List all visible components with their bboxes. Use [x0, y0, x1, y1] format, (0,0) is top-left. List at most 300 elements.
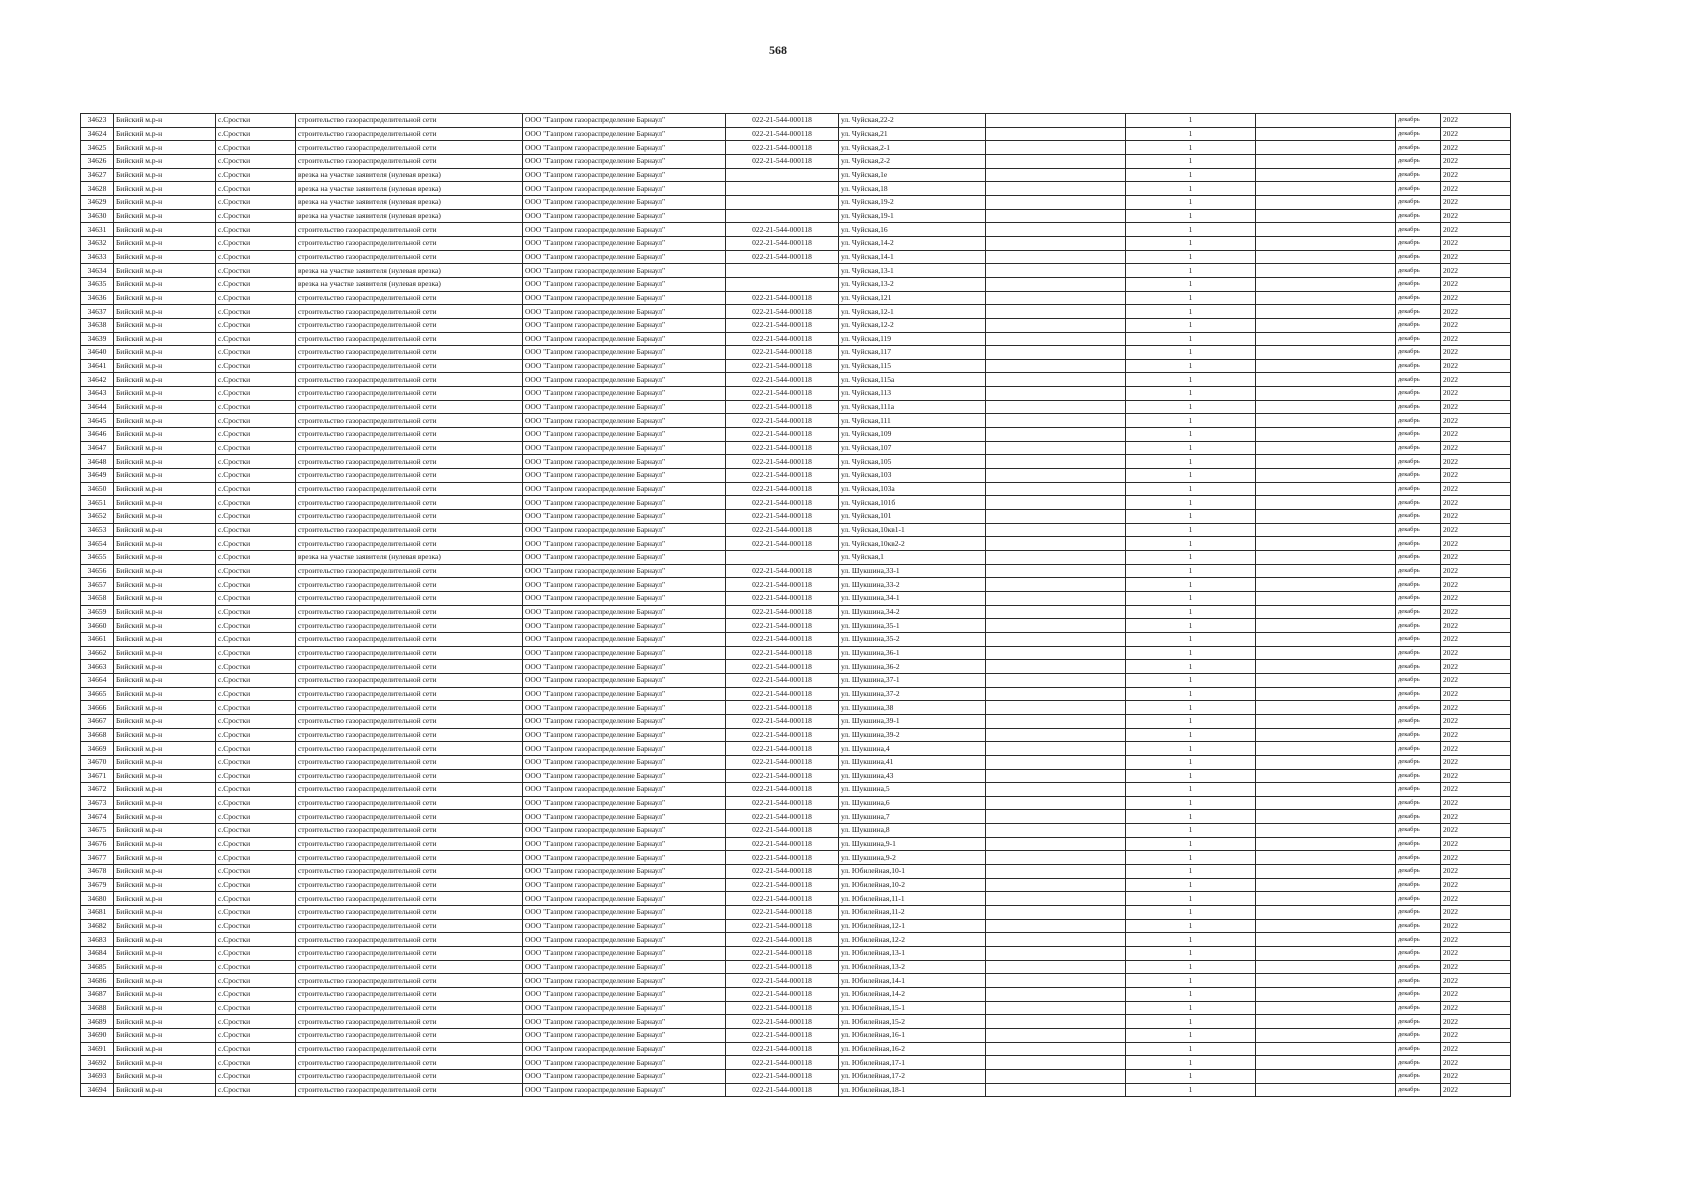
- district-cell: Бийский м.р-н: [114, 537, 216, 551]
- organization-cell: ООО "Газпром газораспределение Барнаул": [523, 195, 726, 209]
- license-code-cell: 022-21-544-000118: [726, 933, 839, 947]
- table-row: [81, 114, 1511, 128]
- record-number-cell: 34646: [81, 428, 114, 442]
- empty-cell: [1256, 783, 1396, 797]
- organization-cell: ООО "Газпром газораспределение Барнаул": [523, 1001, 726, 1015]
- quantity-cell: 1: [1126, 892, 1256, 906]
- work-type-cell: строительство газораспределительной сети: [296, 605, 523, 619]
- organization-cell: ООО "Газпром газораспределение Барнаул": [523, 359, 726, 373]
- empty-cell: [1256, 810, 1396, 824]
- year-cell: 2022: [1441, 796, 1511, 810]
- month-cell: декабрь: [1396, 455, 1441, 469]
- year-cell: 2022: [1441, 482, 1511, 496]
- work-type-cell: строительство газораспределительной сети: [296, 250, 523, 264]
- organization-cell: ООО "Газпром газораспределение Барнаул": [523, 346, 726, 360]
- license-code-cell: 022-21-544-000118: [726, 960, 839, 974]
- month-cell: декабрь: [1396, 919, 1441, 933]
- empty-cell: [986, 496, 1126, 510]
- village-cell: с.Сростки: [216, 496, 296, 510]
- quantity-cell: 1: [1126, 947, 1256, 961]
- district-cell: Бийский м.р-н: [114, 947, 216, 961]
- work-type-cell: строительство газораспределительной сети: [296, 414, 523, 428]
- organization-cell: ООО "Газпром газораспределение Барнаул": [523, 127, 726, 141]
- organization-cell: ООО "Газпром газораспределение Барнаул": [523, 564, 726, 578]
- quantity-cell: 1: [1126, 1015, 1256, 1029]
- month-cell: декабрь: [1396, 605, 1441, 619]
- address-cell: ул. Шукшина,43: [839, 769, 986, 783]
- license-code-cell: 022-21-544-000118: [726, 837, 839, 851]
- table-row: [81, 824, 1511, 838]
- quantity-cell: 1: [1126, 469, 1256, 483]
- table-row: [81, 250, 1511, 264]
- district-cell: Бийский м.р-н: [114, 578, 216, 592]
- empty-cell: [986, 387, 1126, 401]
- district-cell: Бийский м.р-н: [114, 728, 216, 742]
- district-cell: Бийский м.р-н: [114, 878, 216, 892]
- month-cell: декабрь: [1396, 851, 1441, 865]
- record-number-cell: 34691: [81, 1042, 114, 1056]
- empty-cell: [1256, 687, 1396, 701]
- month-cell: декабрь: [1396, 346, 1441, 360]
- address-cell: ул. Шукшина,35-2: [839, 632, 986, 646]
- organization-cell: ООО "Газпром газораспределение Барнаул": [523, 264, 726, 278]
- empty-cell: [1256, 127, 1396, 141]
- work-type-cell: строительство газораспределительной сети: [296, 783, 523, 797]
- address-cell: ул. Чуйская,105: [839, 455, 986, 469]
- empty-cell: [986, 318, 1126, 332]
- village-cell: с.Сростки: [216, 346, 296, 360]
- month-cell: декабрь: [1396, 687, 1441, 701]
- work-type-cell: врезка на участке заявителя (нулевая врезка): [296, 264, 523, 278]
- empty-cell: [986, 482, 1126, 496]
- month-cell: декабрь: [1396, 1028, 1441, 1042]
- month-cell: декабрь: [1396, 892, 1441, 906]
- month-cell: декабрь: [1396, 591, 1441, 605]
- empty-cell: [1256, 919, 1396, 933]
- address-cell: ул. Чуйская,10кв2-2: [839, 537, 986, 551]
- license-code-cell: 022-21-544-000118: [726, 236, 839, 250]
- license-code-cell: 022-21-544-000118: [726, 1028, 839, 1042]
- village-cell: с.Сростки: [216, 154, 296, 168]
- address-cell: ул. Юбилейная,14-1: [839, 974, 986, 988]
- village-cell: с.Сростки: [216, 824, 296, 838]
- village-cell: с.Сростки: [216, 264, 296, 278]
- village-cell: с.Сростки: [216, 783, 296, 797]
- license-code-cell: [726, 195, 839, 209]
- quantity-cell: 1: [1126, 673, 1256, 687]
- record-number-cell: 34694: [81, 1083, 114, 1097]
- table-row: [81, 264, 1511, 278]
- year-cell: 2022: [1441, 523, 1511, 537]
- month-cell: декабрь: [1396, 578, 1441, 592]
- table-row: [81, 742, 1511, 756]
- address-cell: ул. Чуйская,12-2: [839, 318, 986, 332]
- work-type-cell: строительство газораспределительной сети: [296, 1042, 523, 1056]
- empty-cell: [1256, 414, 1396, 428]
- organization-cell: ООО "Газпром газораспределение Барнаул": [523, 537, 726, 551]
- organization-cell: ООО "Газпром газораспределение Барнаул": [523, 1042, 726, 1056]
- table-row: [81, 141, 1511, 155]
- district-cell: Бийский м.р-н: [114, 1042, 216, 1056]
- license-code-cell: 022-21-544-000118: [726, 769, 839, 783]
- empty-cell: [1256, 537, 1396, 551]
- license-code-cell: 022-21-544-000118: [726, 947, 839, 961]
- table-row: [81, 769, 1511, 783]
- quantity-cell: 1: [1126, 127, 1256, 141]
- work-type-cell: строительство газораспределительной сети: [296, 127, 523, 141]
- village-cell: с.Сростки: [216, 1028, 296, 1042]
- year-cell: 2022: [1441, 387, 1511, 401]
- address-cell: ул. Чуйская,109: [839, 428, 986, 442]
- license-code-cell: 022-21-544-000118: [726, 127, 839, 141]
- record-number-cell: 34648: [81, 455, 114, 469]
- empty-cell: [986, 960, 1126, 974]
- empty-cell: [986, 1083, 1126, 1097]
- table-row: [81, 728, 1511, 742]
- district-cell: Бийский м.р-н: [114, 646, 216, 660]
- organization-cell: ООО "Газпром газораспределение Барнаул": [523, 783, 726, 797]
- table-row: [81, 523, 1511, 537]
- address-cell: ул. Чуйская,121: [839, 291, 986, 305]
- organization-cell: ООО "Газпром газораспределение Барнаул": [523, 578, 726, 592]
- empty-cell: [986, 305, 1126, 319]
- record-number-cell: 34674: [81, 810, 114, 824]
- district-cell: Бийский м.р-н: [114, 414, 216, 428]
- work-type-cell: строительство газораспределительной сети: [296, 960, 523, 974]
- empty-cell: [1256, 236, 1396, 250]
- organization-cell: ООО "Газпром газораспределение Барнаул": [523, 510, 726, 524]
- license-code-cell: 022-21-544-000118: [726, 305, 839, 319]
- address-cell: ул. Чуйская,115: [839, 359, 986, 373]
- empty-cell: [986, 223, 1126, 237]
- record-number-cell: 34649: [81, 469, 114, 483]
- table-row: [81, 919, 1511, 933]
- work-type-cell: строительство газораспределительной сети: [296, 141, 523, 155]
- year-cell: 2022: [1441, 728, 1511, 742]
- organization-cell: ООО "Газпром газораспределение Барнаул": [523, 769, 726, 783]
- year-cell: 2022: [1441, 878, 1511, 892]
- page-number: 568: [769, 43, 787, 57]
- table-row: [81, 878, 1511, 892]
- address-cell: ул. Шукшина,9-1: [839, 837, 986, 851]
- empty-cell: [986, 988, 1126, 1002]
- district-cell: Бийский м.р-н: [114, 168, 216, 182]
- quantity-cell: 1: [1126, 605, 1256, 619]
- organization-cell: ООО "Газпром газораспределение Барнаул": [523, 947, 726, 961]
- month-cell: декабрь: [1396, 947, 1441, 961]
- village-cell: с.Сростки: [216, 755, 296, 769]
- village-cell: с.Сростки: [216, 441, 296, 455]
- month-cell: декабрь: [1396, 182, 1441, 196]
- organization-cell: ООО "Газпром газораспределение Барнаул": [523, 1028, 726, 1042]
- record-number-cell: 34686: [81, 974, 114, 988]
- record-number-cell: 34659: [81, 605, 114, 619]
- address-cell: ул. Чуйская,1: [839, 551, 986, 565]
- year-cell: 2022: [1441, 305, 1511, 319]
- year-cell: 2022: [1441, 223, 1511, 237]
- quantity-cell: 1: [1126, 1001, 1256, 1015]
- district-cell: Бийский м.р-н: [114, 701, 216, 715]
- empty-cell: [1256, 346, 1396, 360]
- empty-cell: [1256, 1083, 1396, 1097]
- record-number-cell: 34641: [81, 359, 114, 373]
- quantity-cell: 1: [1126, 988, 1256, 1002]
- empty-cell: [986, 605, 1126, 619]
- record-number-cell: 34681: [81, 906, 114, 920]
- address-cell: ул. Юбилейная,16-1: [839, 1028, 986, 1042]
- record-number-cell: 34637: [81, 305, 114, 319]
- organization-cell: ООО "Газпром газораспределение Барнаул": [523, 455, 726, 469]
- work-type-cell: строительство газораспределительной сети: [296, 1028, 523, 1042]
- year-cell: 2022: [1441, 332, 1511, 346]
- year-cell: 2022: [1441, 510, 1511, 524]
- quantity-cell: 1: [1126, 837, 1256, 851]
- address-cell: ул. Юбилейная,15-2: [839, 1015, 986, 1029]
- work-type-cell: врезка на участке заявителя (нулевая врезка): [296, 551, 523, 565]
- empty-cell: [986, 236, 1126, 250]
- work-type-cell: строительство газораспределительной сети: [296, 223, 523, 237]
- license-code-cell: 022-21-544-000118: [726, 851, 839, 865]
- village-cell: с.Сростки: [216, 1001, 296, 1015]
- month-cell: декабрь: [1396, 1069, 1441, 1083]
- organization-cell: ООО "Газпром газораспределение Барнаул": [523, 318, 726, 332]
- quantity-cell: 1: [1126, 428, 1256, 442]
- month-cell: декабрь: [1396, 400, 1441, 414]
- work-type-cell: строительство газораспределительной сети: [296, 1083, 523, 1097]
- license-code-cell: 022-21-544-000118: [726, 141, 839, 155]
- empty-cell: [986, 660, 1126, 674]
- address-cell: ул. Шукшина,33-2: [839, 578, 986, 592]
- district-cell: Бийский м.р-н: [114, 154, 216, 168]
- organization-cell: ООО "Газпром газораспределение Барнаул": [523, 277, 726, 291]
- work-type-cell: строительство газораспределительной сети: [296, 469, 523, 483]
- quantity-cell: 1: [1126, 865, 1256, 879]
- village-cell: с.Сростки: [216, 714, 296, 728]
- record-number-cell: 34688: [81, 1001, 114, 1015]
- record-number-cell: 34652: [81, 510, 114, 524]
- table-row: [81, 1083, 1511, 1097]
- month-cell: декабрь: [1396, 510, 1441, 524]
- district-cell: Бийский м.р-н: [114, 605, 216, 619]
- village-cell: с.Сростки: [216, 195, 296, 209]
- organization-cell: ООО "Газпром газораспределение Барнаул": [523, 1069, 726, 1083]
- license-code-cell: 022-21-544-000118: [726, 865, 839, 879]
- district-cell: Бийский м.р-н: [114, 277, 216, 291]
- empty-cell: [986, 974, 1126, 988]
- quantity-cell: 1: [1126, 414, 1256, 428]
- license-code-cell: 022-21-544-000118: [726, 742, 839, 756]
- empty-cell: [986, 619, 1126, 633]
- year-cell: 2022: [1441, 865, 1511, 879]
- district-cell: Бийский м.р-н: [114, 496, 216, 510]
- record-number-cell: 34651: [81, 496, 114, 510]
- work-type-cell: строительство газораспределительной сети: [296, 578, 523, 592]
- year-cell: 2022: [1441, 264, 1511, 278]
- year-cell: 2022: [1441, 127, 1511, 141]
- empty-cell: [1256, 141, 1396, 155]
- license-code-cell: 022-21-544-000118: [726, 428, 839, 442]
- month-cell: декабрь: [1396, 564, 1441, 578]
- empty-cell: [986, 578, 1126, 592]
- empty-cell: [1256, 947, 1396, 961]
- work-type-cell: строительство газораспределительной сети: [296, 1001, 523, 1015]
- month-cell: декабрь: [1396, 824, 1441, 838]
- empty-cell: [986, 1028, 1126, 1042]
- organization-cell: ООО "Газпром газораспределение Барнаул": [523, 373, 726, 387]
- record-number-cell: 34625: [81, 141, 114, 155]
- table-row: [81, 482, 1511, 496]
- village-cell: с.Сростки: [216, 933, 296, 947]
- empty-cell: [1256, 551, 1396, 565]
- license-code-cell: 022-21-544-000118: [726, 373, 839, 387]
- month-cell: декабрь: [1396, 769, 1441, 783]
- quantity-cell: 1: [1126, 646, 1256, 660]
- year-cell: 2022: [1441, 359, 1511, 373]
- empty-cell: [1256, 1001, 1396, 1015]
- table-row: [81, 974, 1511, 988]
- license-code-cell: 022-21-544-000118: [726, 824, 839, 838]
- organization-cell: ООО "Газпром газораспределение Барнаул": [523, 1015, 726, 1029]
- district-cell: Бийский м.р-н: [114, 1028, 216, 1042]
- work-type-cell: строительство газораспределительной сети: [296, 455, 523, 469]
- district-cell: Бийский м.р-н: [114, 564, 216, 578]
- work-type-cell: строительство газораспределительной сети: [296, 660, 523, 674]
- work-type-cell: строительство газораспределительной сети: [296, 441, 523, 455]
- quantity-cell: 1: [1126, 154, 1256, 168]
- month-cell: декабрь: [1396, 632, 1441, 646]
- address-cell: ул. Шукшина,39-1: [839, 714, 986, 728]
- empty-cell: [1256, 1015, 1396, 1029]
- village-cell: с.Сростки: [216, 701, 296, 715]
- record-number-cell: 34634: [81, 264, 114, 278]
- empty-cell: [986, 441, 1126, 455]
- organization-cell: ООО "Газпром газораспределение Барнаул": [523, 428, 726, 442]
- work-type-cell: строительство газораспределительной сети: [296, 837, 523, 851]
- record-number-cell: 34680: [81, 892, 114, 906]
- record-number-cell: 34673: [81, 796, 114, 810]
- village-cell: с.Сростки: [216, 906, 296, 920]
- village-cell: с.Сростки: [216, 523, 296, 537]
- organization-cell: ООО "Газпром газораспределение Барнаул": [523, 441, 726, 455]
- record-number-cell: 34666: [81, 701, 114, 715]
- address-cell: ул. Чуйская,14-2: [839, 236, 986, 250]
- record-number-cell: 34638: [81, 318, 114, 332]
- quantity-cell: 1: [1126, 755, 1256, 769]
- village-cell: с.Сростки: [216, 878, 296, 892]
- license-code-cell: 022-21-544-000118: [726, 318, 839, 332]
- empty-cell: [1256, 305, 1396, 319]
- license-code-cell: 022-21-544-000118: [726, 441, 839, 455]
- month-cell: декабрь: [1396, 127, 1441, 141]
- license-code-cell: 022-21-544-000118: [726, 400, 839, 414]
- record-number-cell: 34689: [81, 1015, 114, 1029]
- empty-cell: [1256, 755, 1396, 769]
- work-type-cell: строительство газораспределительной сети: [296, 714, 523, 728]
- address-cell: ул. Юбилейная,10-2: [839, 878, 986, 892]
- village-cell: с.Сростки: [216, 919, 296, 933]
- license-code-cell: 022-21-544-000118: [726, 291, 839, 305]
- empty-cell: [1256, 960, 1396, 974]
- work-type-cell: строительство газораспределительной сети: [296, 523, 523, 537]
- license-code-cell: 022-21-544-000118: [726, 755, 839, 769]
- village-cell: с.Сростки: [216, 236, 296, 250]
- quantity-cell: 1: [1126, 236, 1256, 250]
- empty-cell: [986, 755, 1126, 769]
- quantity-cell: 1: [1126, 141, 1256, 155]
- village-cell: с.Сростки: [216, 1069, 296, 1083]
- address-cell: ул. Юбилейная,16-2: [839, 1042, 986, 1056]
- empty-cell: [1256, 796, 1396, 810]
- month-cell: декабрь: [1396, 291, 1441, 305]
- record-number-cell: 34644: [81, 400, 114, 414]
- village-cell: с.Сростки: [216, 605, 296, 619]
- record-number-cell: 34669: [81, 742, 114, 756]
- organization-cell: ООО "Газпром газораспределение Барнаул": [523, 1056, 726, 1070]
- year-cell: 2022: [1441, 1015, 1511, 1029]
- table-row: [81, 441, 1511, 455]
- village-cell: с.Сростки: [216, 865, 296, 879]
- year-cell: 2022: [1441, 988, 1511, 1002]
- month-cell: декабрь: [1396, 537, 1441, 551]
- district-cell: Бийский м.р-н: [114, 318, 216, 332]
- year-cell: 2022: [1441, 851, 1511, 865]
- district-cell: Бийский м.р-н: [114, 755, 216, 769]
- empty-cell: [986, 1056, 1126, 1070]
- quantity-cell: 1: [1126, 441, 1256, 455]
- empty-cell: [986, 469, 1126, 483]
- quantity-cell: 1: [1126, 332, 1256, 346]
- work-type-cell: строительство газораспределительной сети: [296, 988, 523, 1002]
- empty-cell: [1256, 851, 1396, 865]
- organization-cell: ООО "Газпром газораспределение Барнаул": [523, 154, 726, 168]
- work-type-cell: строительство газораспределительной сети: [296, 878, 523, 892]
- empty-cell: [986, 551, 1126, 565]
- district-cell: Бийский м.р-н: [114, 510, 216, 524]
- address-cell: ул. Чуйская,115а: [839, 373, 986, 387]
- table-row: [81, 373, 1511, 387]
- district-cell: Бийский м.р-н: [114, 933, 216, 947]
- month-cell: декабрь: [1396, 646, 1441, 660]
- empty-cell: [986, 919, 1126, 933]
- month-cell: декабрь: [1396, 837, 1441, 851]
- month-cell: декабрь: [1396, 305, 1441, 319]
- license-code-cell: 022-21-544-000118: [726, 1069, 839, 1083]
- record-number-cell: 34632: [81, 236, 114, 250]
- empty-cell: [1256, 400, 1396, 414]
- district-cell: Бийский м.р-н: [114, 837, 216, 851]
- address-cell: ул. Шукшина,4: [839, 742, 986, 756]
- table-row: [81, 510, 1511, 524]
- address-cell: ул. Чуйская,103: [839, 469, 986, 483]
- empty-cell: [1256, 154, 1396, 168]
- empty-cell: [986, 291, 1126, 305]
- year-cell: 2022: [1441, 496, 1511, 510]
- quantity-cell: 1: [1126, 974, 1256, 988]
- district-cell: Бийский м.р-н: [114, 851, 216, 865]
- address-cell: ул. Шукшина,9-2: [839, 851, 986, 865]
- village-cell: с.Сростки: [216, 960, 296, 974]
- work-type-cell: строительство газораспределительной сети: [296, 359, 523, 373]
- month-cell: декабрь: [1396, 1056, 1441, 1070]
- month-cell: декабрь: [1396, 783, 1441, 797]
- work-type-cell: строительство газораспределительной сети: [296, 1056, 523, 1070]
- empty-cell: [986, 837, 1126, 851]
- record-number-cell: 34650: [81, 482, 114, 496]
- village-cell: с.Сростки: [216, 482, 296, 496]
- month-cell: декабрь: [1396, 428, 1441, 442]
- district-cell: Бийский м.р-н: [114, 687, 216, 701]
- record-number-cell: 34677: [81, 851, 114, 865]
